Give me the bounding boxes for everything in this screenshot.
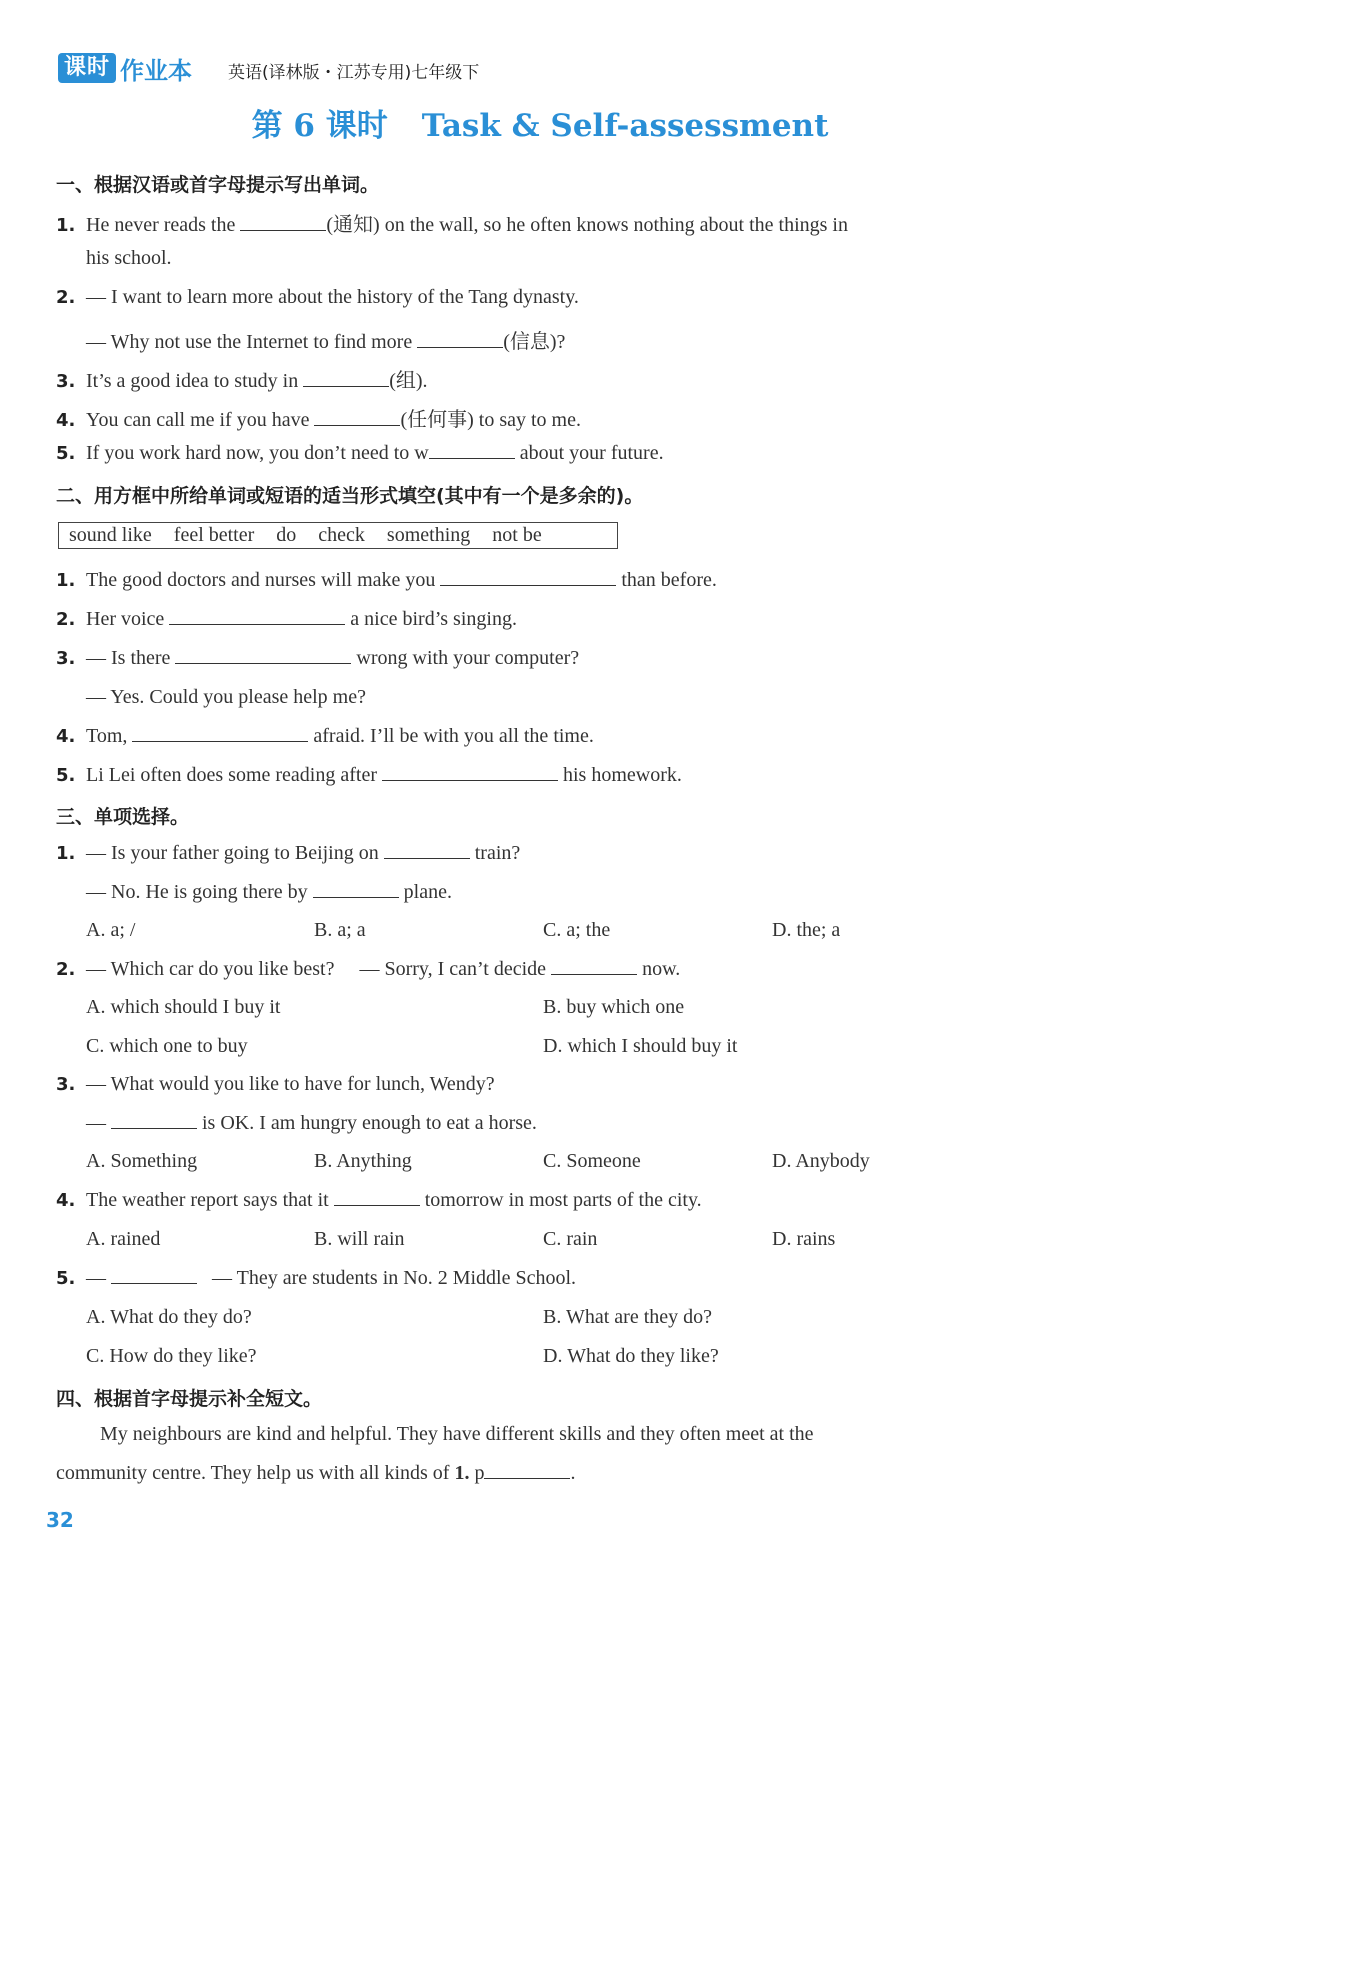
option-b[interactable]: B. buy which one	[543, 996, 685, 1018]
answer-blank[interactable]	[313, 881, 399, 898]
answer-blank[interactable]	[334, 1189, 420, 1206]
option-a[interactable]: A. What do they do?	[86, 1306, 252, 1328]
book-logo	[58, 52, 192, 84]
option-d[interactable]: D. Anybody	[772, 1150, 870, 1172]
option-c[interactable]: C. How do they like?	[86, 1345, 257, 1367]
section2-heading: 二、用方框中所给单词或短语的适当形式填空(其中有一个是多余的)。	[56, 485, 644, 507]
s3-q3: 3. — What would you like to have for lunch, Wendy?	[56, 1073, 495, 1095]
answer-blank[interactable]	[551, 958, 637, 975]
s3-q3-reply: — is OK. I am hungry enough to eat a horse.	[86, 1112, 537, 1134]
answer-blank[interactable]	[314, 409, 400, 426]
answer-blank[interactable]	[382, 764, 558, 781]
option-b[interactable]: B. What are they do?	[543, 1306, 713, 1328]
section3-heading: 三、单项选择。	[56, 806, 190, 828]
answer-blank[interactable]	[417, 331, 503, 348]
answer-blank[interactable]	[484, 1462, 570, 1479]
word-option: not be	[492, 524, 542, 546]
s2-q3: 3. — Is there wrong with your computer?	[56, 647, 580, 669]
answer-blank[interactable]	[303, 370, 389, 387]
option-d[interactable]: D. What do they like?	[543, 1345, 719, 1367]
option-b[interactable]: B. will rain	[314, 1228, 405, 1250]
section1-heading: 一、根据汉语或首字母提示写出单词。	[56, 174, 380, 196]
answer-blank[interactable]	[169, 608, 345, 625]
option-a[interactable]: A. rained	[86, 1228, 161, 1250]
page-number: 32	[46, 1508, 74, 1532]
option-c[interactable]: C. which one to buy	[86, 1035, 248, 1057]
answer-blank[interactable]	[111, 1112, 197, 1129]
option-a[interactable]: A. a; /	[86, 919, 136, 941]
answer-blank[interactable]	[240, 214, 326, 231]
lesson-topic: Task & Self-assessment	[421, 108, 829, 144]
word-option: do	[276, 524, 297, 546]
passage-line-1: My neighbours are kind and helpful. They have different skills and they often meet at the	[100, 1423, 814, 1445]
answer-blank[interactable]	[132, 725, 308, 742]
option-a[interactable]: A. Something	[86, 1150, 198, 1172]
word-box	[58, 522, 618, 549]
option-b[interactable]: B. Anything	[314, 1150, 412, 1172]
word-option: sound like	[69, 524, 152, 546]
option-b[interactable]: B. a; a	[314, 919, 366, 941]
s1-q2: 2. — I want to learn more about the history of the Tang dynasty.	[56, 286, 579, 308]
option-d[interactable]: D. the; a	[772, 919, 841, 941]
s3-q2: 2. — Which car do you like best? — Sorry, I can’t decide now.	[56, 958, 681, 980]
word-option: feel better	[173, 524, 255, 546]
option-c[interactable]: C. rain	[543, 1228, 598, 1250]
s2-q2: 2. Her voice a nice bird’s singing.	[56, 608, 517, 630]
s1-q1-cont: his school.	[86, 247, 172, 269]
s3-q1: 1. — Is your father going to Beijing on train?	[56, 842, 521, 864]
option-d[interactable]: D. rains	[772, 1228, 836, 1250]
option-c[interactable]: C. Someone	[543, 1150, 641, 1172]
option-a[interactable]: A. which should I buy it	[86, 996, 281, 1018]
s1-q5: 5. If you work hard now, you don’t need to w about your future.	[56, 442, 664, 464]
answer-blank[interactable]	[440, 569, 616, 586]
page-title	[0, 100, 1080, 145]
s1-q4: 4. You can call me if you have (任何事) to say to me.	[56, 409, 581, 431]
s1-q1: 1. He never reads the (通知) on the wall, so he often knows nothing about the things in	[56, 214, 848, 236]
logo-badge: 课时	[58, 53, 116, 83]
answer-blank[interactable]	[384, 842, 470, 859]
s1-q3: 3. It’s a good idea to study in (组).	[56, 370, 428, 392]
s3-q5: 5. — — They are students in No. 2 Middle School.	[56, 1267, 577, 1289]
s3-q4: 4. The weather report says that it tomorrow in most parts of the city.	[56, 1189, 702, 1211]
s2-q4: 4. Tom, afraid. I’ll be with you all the time.	[56, 725, 594, 747]
s2-q3-reply: — Yes. Could you please help me?	[86, 686, 366, 708]
s1-q2-reply: — Why not use the Internet to find more (信息)?	[86, 331, 566, 353]
logo-text: 作业本	[120, 56, 193, 85]
lesson-number: 第 6 课时	[251, 108, 388, 144]
option-d[interactable]: D. which I should buy it	[543, 1035, 738, 1057]
answer-blank[interactable]	[111, 1267, 197, 1284]
section4-heading: 四、根据首字母提示补全短文。	[56, 1388, 323, 1410]
option-c[interactable]: C. a; the	[543, 919, 611, 941]
word-option: check	[318, 524, 365, 546]
book-subtitle: 英语(译林版・江苏专用)七年级下	[228, 63, 480, 83]
word-option: something	[386, 524, 471, 546]
passage-line-2: community centre. They help us with all kinds of 1. p .	[56, 1462, 576, 1484]
answer-blank[interactable]	[429, 442, 515, 459]
s2-q1: 1. The good doctors and nurses will make you than before.	[56, 569, 717, 591]
answer-blank[interactable]	[175, 647, 351, 664]
s2-q5: 5. Li Lei often does some reading after his homework.	[56, 764, 682, 786]
s3-q1-reply: — No. He is going there by plane.	[86, 881, 452, 903]
